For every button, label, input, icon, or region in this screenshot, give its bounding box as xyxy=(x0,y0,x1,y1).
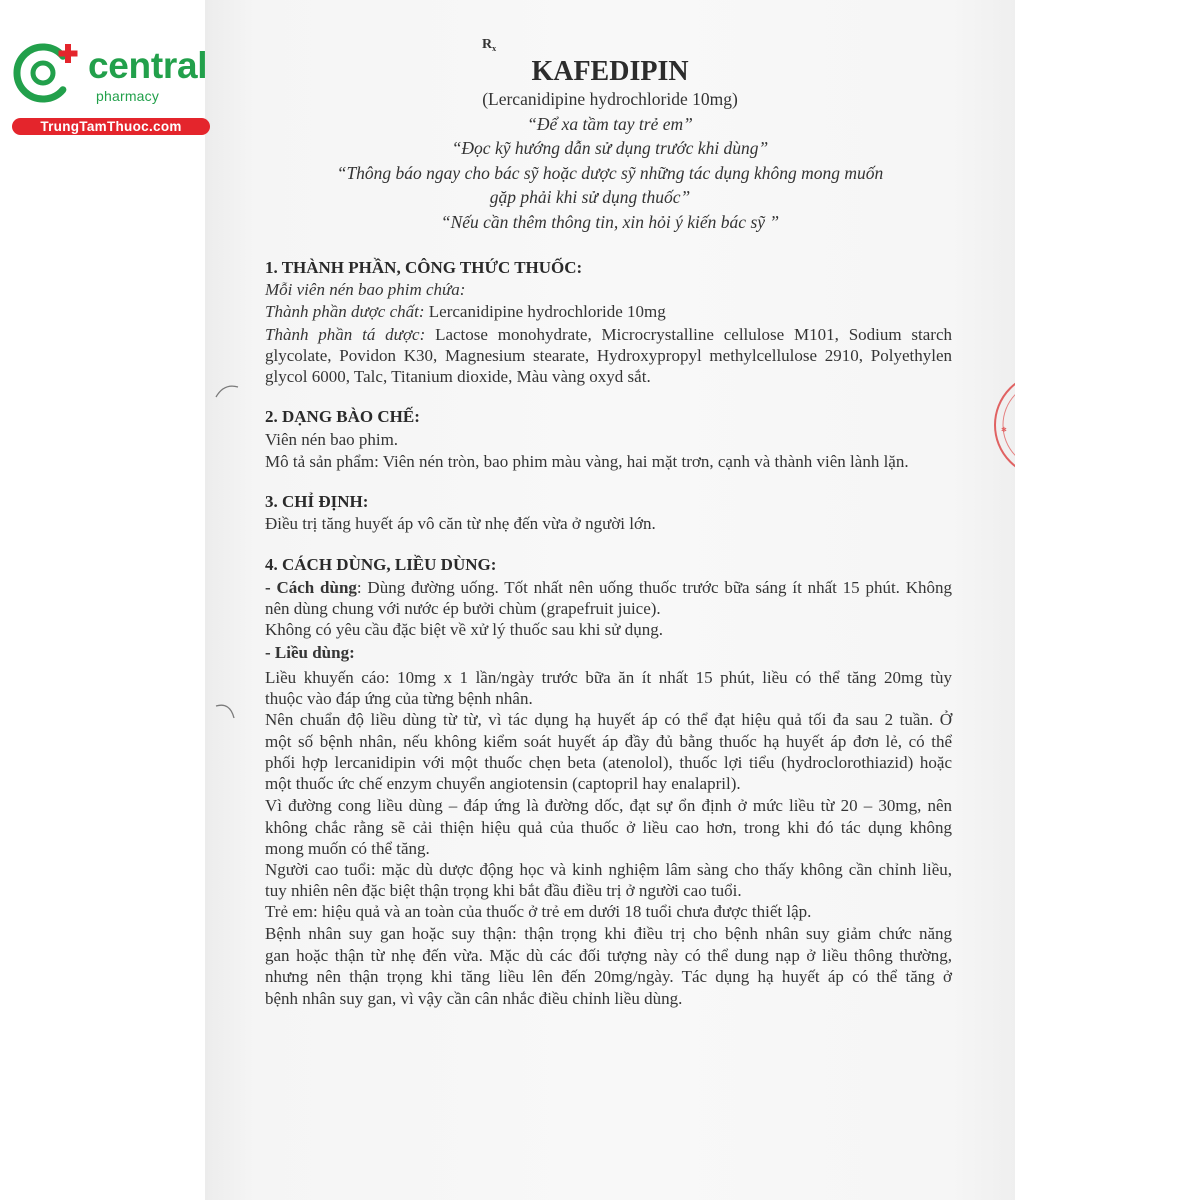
paragraph-line: Người cao tuổi: mặc dù dược động học và kinh nghiệm lâm sàng cho thấy không cần chỉnh liều, xyxy=(265,860,952,879)
paragraph-line: phối hợp lercanidipin với một thuốc chẹn beta (atenolol), thuốc lợi tiểu (hydroclorothiazid) hoặc xyxy=(265,753,952,772)
paragraph-line: không chắc rằng sẽ cải thiện hiệu quả của thuốc ở liều cao hơn, trong khi đó tác dụng không xyxy=(265,818,952,837)
red-stamp-fragment xyxy=(985,370,1015,480)
paragraph-line: một số bệnh nhân, nếu không kiểm soát huyết áp đầy đủ bằng thuốc hạ huyết áp đơn lẻ, có thể xyxy=(265,732,952,751)
brand-website-banner: TrungTamThuoc.com xyxy=(12,118,210,135)
paragraph-line: một thuốc ức chế enzym chuyển angiotensin (captopril hay enalapril). xyxy=(265,774,741,793)
paragraph-line: Điều trị tăng huyết áp vô căn từ nhẹ đến vừa ở người lớn. xyxy=(265,514,656,533)
document-title: KAFEDIPIN xyxy=(531,56,689,87)
paragraph-line: Bệnh nhân suy gan hoặc suy thận: thận trọng khi điều trị cho bệnh nhân suy giảm chức năng xyxy=(265,924,952,943)
document-subtitle: (Lercanidipine hydrochloride 10mg) xyxy=(482,89,738,109)
brand-name: central xyxy=(88,45,208,86)
paragraph-line: tuy nhiên nên đặc biệt thận trọng khi bắt đầu điều trị ở người cao tuổi. xyxy=(265,881,742,900)
italic-label: Thành phần tá dược: xyxy=(265,325,426,344)
paragraph-line: Không có yêu cầu đặc biệt về xử lý thuốc sau khi sử dụng. xyxy=(265,620,664,639)
paragraph-line: thuộc vào đáp ứng của từng bệnh nhân. xyxy=(265,689,533,708)
svg-text:✱: ✱ xyxy=(1001,427,1007,434)
warning-line: “Nếu cần thêm thông tin, xin hỏi ý kiến bác sỹ ” xyxy=(440,212,780,232)
pharmacy-cross-logo-icon xyxy=(10,38,80,108)
warning-line: “Để xa tầm tay trẻ em” xyxy=(527,114,693,134)
paragraph-line: Mỗi viên nén bao phim chứa: xyxy=(265,280,466,299)
section-heading: 4. CÁCH DÙNG, LIỀU DÙNG: xyxy=(265,555,497,574)
italic-label: Thành phần dược chất: xyxy=(265,302,425,321)
section-heading: 1. THÀNH PHẦN, CÔNG THỨC THUỐC: xyxy=(265,258,583,277)
paragraph-line: Mô tả sản phẩm: Viên nén tròn, bao phim màu vàng, hai mặt trơn, cạnh và thành viên lành lặn. xyxy=(265,452,909,471)
paragraph-line: glycol 6000, Talc, Titanium dioxide, Màu vàng oxyd sắt. xyxy=(265,367,651,386)
paragraph-line: Liều khuyến cáo: 10mg x 1 lần/ngày trước bữa ăn ít nhất 15 phút, liều có thể tăng 20mg tùy xyxy=(265,668,952,687)
paragraph-line: glycolate, Povidon K30, Magnesium stearate, Hydroxypropyl methylcellulose 2910, Polyethylen xyxy=(265,346,952,365)
punch-hole-mark xyxy=(210,698,250,732)
warning-line: “Thông báo ngay cho bác sỹ hoặc dược sỹ những tác dụng không mong muốn xyxy=(336,163,884,183)
rx-subscript: x xyxy=(492,44,497,53)
bold-label: - Cách dùng xyxy=(265,578,357,597)
paragraph-line: gan hoặc thận từ nhẹ đến vừa. Mặc dù các đối tượng này có thể dung nạp ở liều thông thường, xyxy=(265,946,952,965)
paragraph-line: Nên chuẩn độ liều dùng từ từ, vì tác dụng hạ huyết áp có thể đạt hiệu quả tối đa sau 2 tuần. Ở xyxy=(265,710,952,729)
line-text: Lactose monohydrate, Microcrystalline cellulose M101, Sodium starch xyxy=(435,325,953,344)
paragraph-line: nhưng nên thận trọng khi tăng liều lên đến 20mg/ngày. Tác dụng hạ huyết áp có thể tăng ở xyxy=(265,967,952,986)
bold-label: - Liều dùng: xyxy=(265,643,355,662)
paragraph-line: Vì đường cong liều dùng – đáp ứng là đường dốc, đạt sự ổn định ở mức liều từ 20 – 30mg, nên xyxy=(265,796,952,815)
paragraph-line xyxy=(265,302,952,322)
paragraph-line: Trẻ em: hiệu quả và an toàn của thuốc ở trẻ em dưới 18 tuổi chưa được thiết lập. xyxy=(265,902,812,921)
paragraph-line xyxy=(265,578,952,598)
warning-line: “Đọc kỹ hướng dẫn sử dụng trước khi dùng” xyxy=(451,138,769,158)
paragraph-line: Viên nén bao phim. xyxy=(265,430,399,449)
section-heading: 2. DẠNG BÀO CHẾ: xyxy=(265,407,420,426)
section-heading: 3. CHỈ ĐỊNH: xyxy=(265,492,369,511)
punch-hole-mark xyxy=(210,375,250,405)
paragraph-line xyxy=(265,325,952,345)
paragraph-line: bệnh nhân suy gan, vì vậy cần cân nhắc điều chỉnh liều dùng. xyxy=(265,989,683,1008)
warning-line: gặp phải khi sử dụng thuốc” xyxy=(489,187,691,207)
brand-tagline: pharmacy xyxy=(96,88,160,104)
line-text: Lercanidipine hydrochloride 10mg xyxy=(428,302,666,321)
paragraph-line: nên dùng chung với nước ép bưởi chùm (grapefruit juice). xyxy=(265,599,661,618)
paragraph-line: mong muốn có thể tăng. xyxy=(265,839,430,858)
rx-letter: R xyxy=(482,37,493,52)
line-text: : Dùng đường uống. Tốt nhất nên uống thuốc trước bữa sáng ít nhất 15 phút. Không xyxy=(356,578,952,597)
